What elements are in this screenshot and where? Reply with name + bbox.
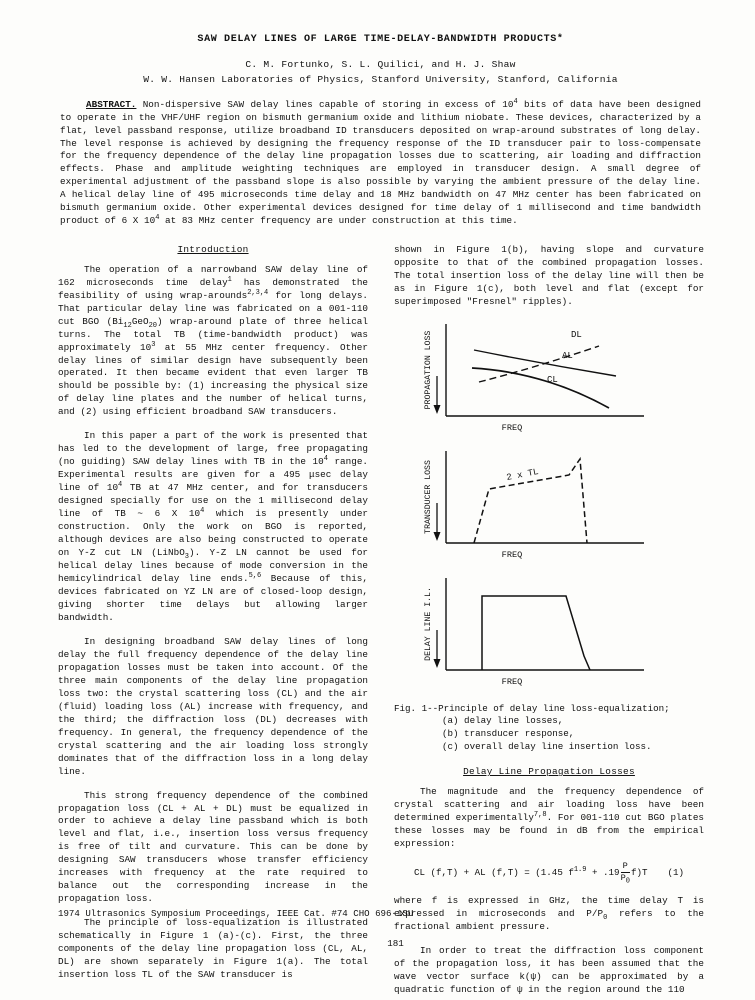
citation-ref: 5,6 xyxy=(248,571,262,580)
paragraph-right-1 xyxy=(394,244,704,309)
curve-label-cl: CL xyxy=(547,374,558,385)
citation-ref: 7,8 xyxy=(533,810,547,819)
right-column xyxy=(394,244,704,997)
exponent: 4 xyxy=(118,481,123,490)
text-run: This strong frequency dependence of the combined propagation loss (CL + AL + DL) must be equalized in order to achieve a delay line passband which is both level and flat, i.e., insertion loss versus frequency is free of tilt and curvature. This can be done by designing SAW transducers whose transfer efficiency increases with frequency at the rate required to balance out the corresponding increase in the propagation loss. xyxy=(58,789,368,905)
text-run: In this paper a part of the work is presented that has led to the development of large, free propagating (no guiding) SAW delay lines with TB in the 10 xyxy=(58,430,368,468)
paragraph-right-4 xyxy=(394,945,704,997)
abstract-text-2: bits of data have been designed to operate in the VHF/UHF region on bismuth germanium oxide and lithium niobate. These devices, characterized by a flat, level passband response, utilize broadband ID transducers deposited on wrap-around substrates of long delay. The level response is achieved by designing the frequency response of the ID transducer pair to loss-compensate for the frequency dependence of the delay line propagation losses due to scattering, air loading and diffraction effects. Phase and amplitude weighting techniques are employed in transducer design. A small degree of experimental adjustment of the passband slope is also possible by varying the ambient pressure of the delay line. A helical delay line of 495 microseconds time delay and 18 MHz bandwidth on 47 MHz center has been fabricated on bismuth germanium oxide. Other experimental devices designed for time delay of 1 millisecond and time bandwidth product of 6 X 10 xyxy=(60,98,701,226)
text-run: The operation of a narrowband SAW delay line of 162 microseconds time delay xyxy=(58,263,368,288)
curve-label-2xtl: 2 x TL xyxy=(505,466,540,483)
figure-1-panel-b xyxy=(394,447,704,570)
paper-body xyxy=(58,34,703,997)
text-run: range. Experimental results are given for a 495 μsec delay line of 10 xyxy=(58,456,368,494)
abstract-label: ABSTRACT. xyxy=(86,98,137,110)
exponent: 4 xyxy=(200,507,205,516)
exponent: 3 xyxy=(151,340,156,349)
abstract-text-3: at 83 MHz center frequency are under construction at this time. xyxy=(159,214,518,226)
text-run: The principle of loss-equalization is illustrated schematically in Figure 1 (a)-(c). First, the three components of the delay line propagation loss (CL, AL, DL) are shown separately in Figure 1(a). The total insertion loss TL of the SAW transducer is xyxy=(58,917,368,981)
chem-subscript: 20 xyxy=(148,321,158,330)
x-axis-label: FREQ xyxy=(501,676,523,687)
curve-label-dl: DL xyxy=(571,329,582,340)
figure-caption-item-a: (a) delay line losses, xyxy=(442,715,564,727)
page-number xyxy=(0,938,755,949)
figure-caption-item-c: (c) overall delay line insertion loss. xyxy=(442,741,652,753)
axis-direction-arrow xyxy=(434,376,441,414)
equation-mid: + .19 xyxy=(586,866,620,878)
text-run: TB at 47 MHz center, and for transducers designed specially for use on the 1 millisecond delay line of TB ~ 6 X 10 xyxy=(58,482,369,520)
chem-subscript: 3 xyxy=(184,552,189,561)
figure-1-panel-a xyxy=(394,320,704,443)
curve-dl xyxy=(479,346,599,382)
chart-transducer-loss xyxy=(394,447,694,565)
text-run: ) wrap-around plate of three helical turns. The total TB (time-bandwidth product) was approximately 10 xyxy=(58,315,368,353)
x-axis-label: FREQ xyxy=(501,549,523,560)
abstract-superscript-2: 4 xyxy=(155,213,160,222)
paragraph-right-2 xyxy=(394,786,704,851)
chem-subscript: 12 xyxy=(123,321,132,330)
text-run: . For 001-110 cut BGO plates these losses may be found in dB from the empirical expression: xyxy=(394,812,704,849)
text-run: shown in Figure 1(b), having slope and curvature opposite to that of the combined propagation losses. The total insertion loss of the delay line will then be as in Figure 1(c), both level and flat (except for superimposed "Fresnel" ripples). xyxy=(394,243,704,307)
equation-1 xyxy=(394,860,704,886)
equation-lhs: CL (f,T) + AL (f,T) = (1.45 f xyxy=(413,866,574,878)
text-run: GeO xyxy=(131,315,149,327)
section-heading-introduction: Introduction xyxy=(177,243,249,255)
equation-rhs: f)T xyxy=(630,866,648,878)
x-axis-label: FREQ xyxy=(501,422,523,433)
paragraph-intro-3 xyxy=(58,636,368,779)
figure-1-caption xyxy=(394,703,704,755)
citation-ref: 1 xyxy=(227,275,232,284)
equation-number: (1) xyxy=(667,866,685,878)
two-column-layout xyxy=(58,244,703,997)
text-run: In designing broadband SAW delay lines of long delay the full frequency dependence of the delay line propagation losses must be taken into account. Of the three main components of the delay line propagation loss two: the crystal scattering loss (CL) and the air (fluid) loading loss (AL) increase with frequency, and the third; the diffraction loss (DL) decreases with frequency. In general, the frequency dependence of the crystal scattering and the air loading loss strongly dominates that of the diffraction loss in a long delay line. xyxy=(58,635,368,777)
abstract-superscript-1: 4 xyxy=(513,97,518,106)
text-run: The magnitude and the frequency dependence of crystal scattering and air loading loss have been determined experimentally xyxy=(394,786,704,824)
figure-caption-main: Fig. 1--Principle of delay line loss-equalization; xyxy=(394,702,670,714)
axis-direction-arrow xyxy=(434,630,441,668)
figure-1-panel-c xyxy=(394,574,704,697)
paragraph-intro-5 xyxy=(58,917,368,982)
fraction-denominator-text: P xyxy=(620,872,626,883)
paragraph-intro-1 xyxy=(58,264,368,420)
text-run: where f is expressed in GHz, the time delay T is expressed in microseconds and P/P xyxy=(394,894,704,919)
text-run: refers to the fractional ambient pressure. xyxy=(394,907,704,932)
axis-direction-arrow xyxy=(434,503,441,541)
page-title: SAW DELAY LINES OF LARGE TIME-DELAY-BANDWIDTH PRODUCTS* xyxy=(197,34,564,45)
paragraph-intro-4 xyxy=(58,790,368,907)
section-heading-propagation-losses: Delay Line Propagation Losses xyxy=(463,766,635,778)
y-axis-label: TRANSDUCER LOSS xyxy=(424,459,433,534)
curve-insertion-loss xyxy=(482,596,590,670)
affiliation: W. W. Hansen Laboratories of Physics, Stanford University, Stanford, California xyxy=(143,74,618,86)
fraction-numerator: P xyxy=(622,860,628,871)
page-number-value: 181 xyxy=(387,938,404,949)
text-run: ). Y-Z LN cannot be used for helical delay lines because of mode conversion in the hemicylindrical delay line ends. xyxy=(58,547,368,585)
figure-caption-item-b: (b) transducer response, xyxy=(442,728,575,740)
equation-exponent: 1.9 xyxy=(573,865,587,874)
paragraph-intro-2 xyxy=(58,430,368,625)
abstract xyxy=(58,99,703,228)
text-run: which is presently under construction. Only the work on BGO is reported, although devices are also being constructed to operate on Y-Z cut LN (LiNbO xyxy=(58,508,368,559)
exponent: 4 xyxy=(323,455,328,464)
curve-al xyxy=(474,350,616,376)
abstract-text-1: Non-dispersive SAW delay lines capable of storing in excess of 10 xyxy=(136,98,514,110)
subscript: 0 xyxy=(603,913,608,922)
author-list: C. M. Fortunko, S. L. Quilici, and H. J. Shaw xyxy=(245,59,516,71)
chart-delay-line-insertion-loss xyxy=(394,574,694,692)
curve-label-al: AL xyxy=(562,350,573,361)
curve-cl xyxy=(472,368,609,408)
footer-citation: 1974 Ultrasonics Symposium Proceedings, IEEE Cat. #74 CHO 696-1SU xyxy=(58,908,414,919)
text-run: has demonstrated the feasibility of using wrap-arounds xyxy=(58,276,368,301)
text-run: for long delays. That particular delay line was fabricated on a 001-110 cut BGO (Bi xyxy=(58,289,368,327)
chart-propagation-loss xyxy=(394,320,694,438)
y-axis-label: PROPAGATION LOSS xyxy=(424,330,433,409)
text-run: at 55 MHz center frequency. Other delay lines of similar design have subsequently been operated. It then became evident that even larger TB should be possible by: (1) increasing the physical size of delay line plates and the number of helical turns, and (2) using efficient broadband SAW transducers. xyxy=(58,341,368,418)
citation-ref: 2,3,4 xyxy=(247,288,269,297)
text-run: Because of this, devices fabricated on YZ LN are of closed-loop design, giving shorter time delays but allowing larger bandwidth. xyxy=(58,573,368,623)
y-axis-label: DELAY LINE I.L. xyxy=(424,586,433,661)
fraction-denominator xyxy=(620,872,630,886)
figure-1 xyxy=(394,320,704,755)
pressure-ratio-fraction xyxy=(620,860,630,886)
fraction-denominator-subscript: 0 xyxy=(625,877,630,886)
text-run: In order to treat the diffraction loss component of the propagation loss, it has been assumed that the wave vector surface k(ψ) can be approximated by a quadratic function of ψ in the region around the 110 xyxy=(394,944,704,995)
left-column xyxy=(58,244,368,982)
